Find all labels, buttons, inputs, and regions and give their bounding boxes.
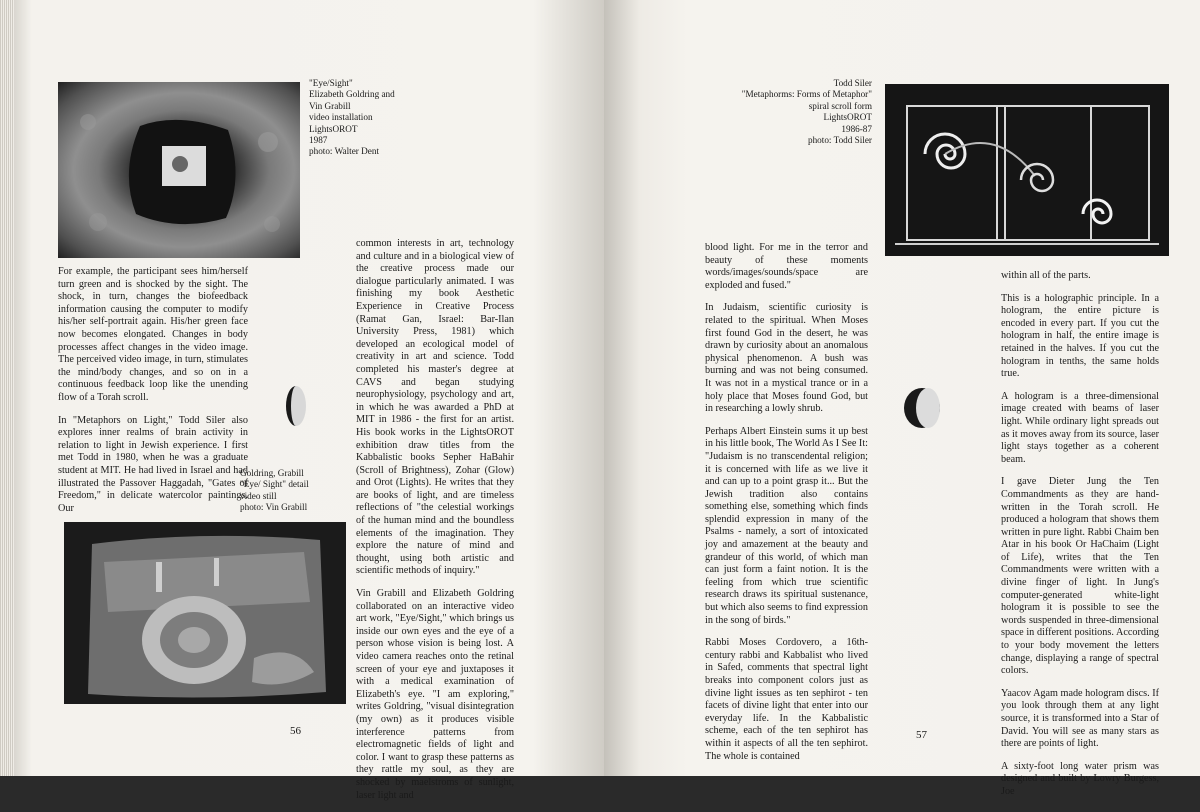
caption-line: LightsOROT	[823, 112, 872, 123]
caption-line: video still	[240, 490, 277, 501]
caption-metaphorms	[742, 78, 872, 146]
hologram-disc-right	[902, 386, 942, 430]
paragraph: Yaacov Agam made hologram discs. If you look through them at any light source, it is transformed into a Star of David. You will see as many stars as there are points of light.	[1001, 687, 1159, 750]
paragraph: Perhaps Albert Einstein sums it up best in his little book, The World As I See It: "Judaism is no transcendental religion; it is concerned with life as we live it and can up to a point grasp it... But the Jewish tradition also contains something else, something which finds splendid expression in many of the Psalms - namely, a sort of intoxicated joy and amazement at the beauty and grandeur of this world, of which man can just form a faint notion. It is the feeling from which true scientific research draws its spiritual sustenance, but which also seems to find expression in the song of birds."	[705, 425, 868, 626]
caption-line: video installation	[309, 112, 373, 123]
caption-line: photo: Walter Dent	[309, 146, 380, 157]
caption-line: Goldring, Grabill	[240, 468, 304, 478]
right-column-2	[1001, 270, 1159, 809]
paragraph: Vin Grabill and Elizabeth Goldring collaborated on an interactive video art work, "Eye/Sight," which brings us inside our own eyes and the eye of a person whose vision is being lost. A video camera reaches onto the retinal screen of your eye and juxtaposes it with a medical examination of Elizabeth's eye. "I am exploring," writes Goldring, "visual disintegration (my own) as it produces visible interference patterns from electromagnetic fields of light and color. I want to grasp these patterns as they rattle my soul, as they are shocked by maelstroms of sunlight, laser light and	[356, 588, 514, 801]
paragraph: within all of the parts.	[1001, 270, 1091, 281]
caption-line: Elizabeth Goldring and	[309, 89, 395, 100]
caption-line: Todd Siler	[833, 78, 872, 88]
caption-line: 1986-87	[841, 123, 872, 134]
paragraph: Rabbi Moses Cordovero, a 16th-century rabbi and Kabbalist who lived in Safed, comments that spectral light breaks into component colors just as divine light issues as ten sephirot - ten facets of divine light that enter into our everyday life. In the Kabbalistic scheme, each of the ten sephirot has within it aspects of all the ten sephirot. The whole is contained	[705, 637, 868, 762]
spiral-scroll-photo	[885, 84, 1169, 256]
video-still-art	[64, 522, 346, 704]
right-column-1	[705, 242, 868, 773]
paragraph: In "Metaphors on Light," Todd Siler also explores inner realms of brain activity in relation to light in Jewish experience. I first met Todd in 1980, when he was a graduate student at MIT. He had lived in Israel and had illustrated the Passover Haggadah, "Gates of Freedom," in delicate watercolor paintings. Our	[58, 414, 248, 514]
caption-line: photo: Vin Grabill	[240, 502, 308, 513]
caption-line: 1987	[309, 135, 328, 146]
paragraph: A sixty-foot long water prism was designed and built by Lowry Burgess, Joe	[1001, 760, 1159, 797]
eye-sight-video-still	[64, 522, 346, 704]
paragraph: common interests in art, technology and culture and in a biological view of the creative process made our dialogue particularly animated. I was finishing my book Aesthetic Experience in Creative Process (Ramat Gan, Israel: Bar-Ilan University Press, 1981) which developed an ecological model of creativity in art and science. Todd completed his master's degree at CAVS and began studying neurophysiology, psychology and art, in which he was awarded a PhD at MIT in 1986 - the first for an artist. His book works in the LightsOROT exhibition draw titles from the Kabbalistic books Sepher HaBahir (Scroll of Brightness), Zohar (Glow) and Orot (Lights). He writes that they are books of light, and are timeless reflections of "the celestial workings of the human mind and the boundless elements of the imagination. They explore the nature of mind and thought, using both artistic and scientific methods of inquiry."	[356, 238, 514, 577]
left-column-1	[58, 266, 248, 525]
left-page	[14, 0, 604, 801]
hologram-disc-left	[284, 384, 308, 428]
eye-sight-photo-art	[58, 82, 300, 258]
left-column-2	[356, 238, 514, 812]
caption-eye-sight-detail	[240, 468, 309, 514]
paragraph: For example, the participant sees him/herself turn green and is shocked by the sight. The shock, in turn, changes the biofeedback information causing the computer to modify his/her self-portrait again. His/her green face now becomes elongated. Changes in body processes affect changes in the video image. The perceived video image, in turn, stimulates the mind/body changes, and so on in a continuous feedback loop like the unending flow of a Torah scroll.	[58, 266, 248, 403]
caption-line: spiral scroll form	[808, 100, 872, 111]
caption-line: LightsOROT	[309, 123, 358, 134]
paragraph: I gave Dieter Jung the Ten Commandments as they are hand-written in the Torah scroll. He produced a hologram that shows them written in pure light. Rabbi Chaim ben Atar in his book Or HaChaim (Light of Life), writes that the Ten Commandments were written with a divine finger of light. In Jung's computer-generated white-light hologram it is possible to see the words suspended in three-dimensional space in different positions. According to your body movement the letters change, displaying a range of spectral colors.	[1001, 476, 1159, 677]
page-number: 57	[916, 729, 927, 741]
paragraph: This is a holographic principle. In a hologram, the entire picture is encoded in every part. If you cut the hologram in half, the entire image is retained in the halves. If you cut the hologram in tenths, the same holds true.	[1001, 292, 1159, 380]
paragraph: In Judaism, scientific curiosity is related to the spiritual. When Moses first found God in the desert, he was drawn by curiosity about an anomalous physical phenomenon. A bush was burning and was not being consumed. It was not in a mystical trance or in a holy place that Moses found God, but in researching a lowly shrub.	[705, 302, 868, 415]
caption-line: "Eye/Sight"	[309, 78, 353, 88]
paragraph: A hologram is a three-dimensional image created with beams of laser light. While ordinary light spreads out as it moves away from its source, laser light stays together as a coherent beam.	[1001, 390, 1159, 465]
caption-line: "Eye/ Sight" detail	[240, 479, 309, 490]
caption-line: "Metaphorms: Forms of Metaphor"	[741, 89, 872, 100]
page-edges	[0, 0, 14, 776]
caption-line: photo: Todd Siler	[807, 135, 872, 146]
eye-sight-installation-photo	[58, 82, 300, 258]
caption-line: Vin Grabill	[309, 100, 351, 111]
spiral-scroll-art	[885, 84, 1169, 256]
page-number: 56	[290, 725, 301, 737]
caption-eye-sight	[309, 78, 395, 158]
paragraph: blood light. For me in the terror and beauty of these moments words/images/sounds/space are exploded and fused."	[705, 242, 868, 291]
right-page	[604, 0, 1200, 797]
